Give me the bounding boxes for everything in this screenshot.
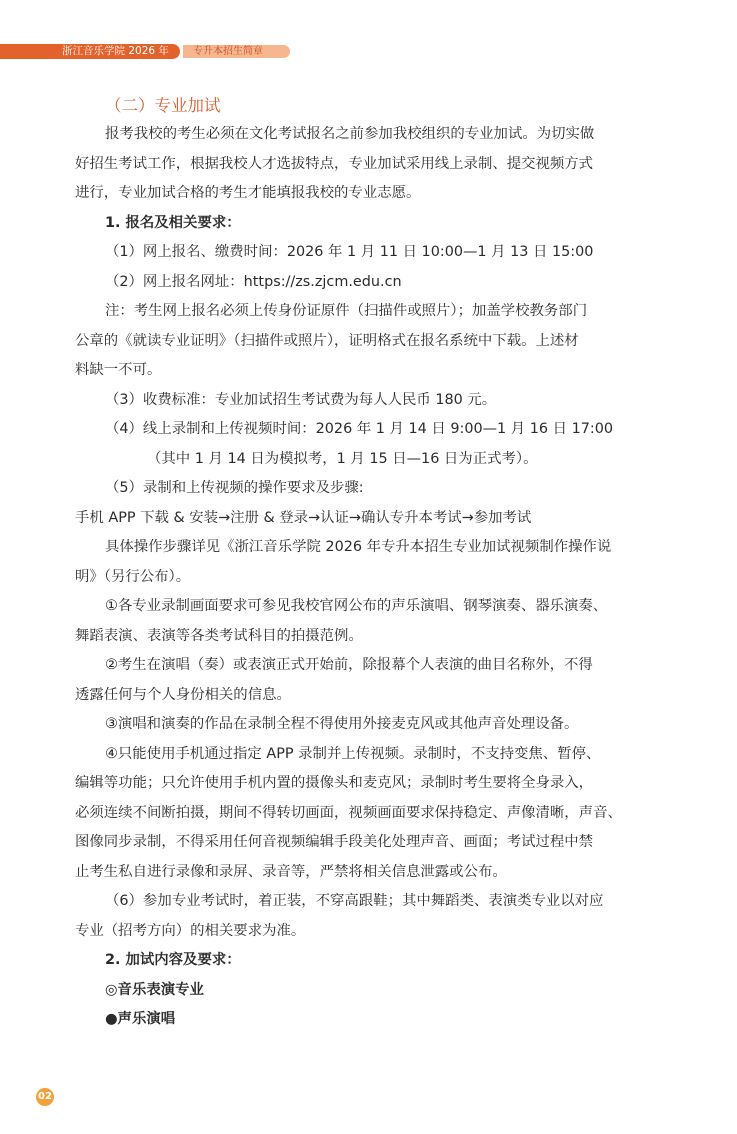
paragraph-line: ①各专业录制画面要求可参见我校官网公布的声乐演唱、钢琴演奏、器乐演奏、 (105, 598, 608, 614)
paragraph-line: 透露任何与个人身份相关的信息。 (75, 686, 291, 703)
paragraph-line: 报考我校的考生必须在文化考试报名之前参加我校组织的专业加试。为切实做 (105, 126, 595, 142)
paragraph-line: 编辑等功能；只允许使用手机内置的摄像头和麦克风；录制时考生要将全身录入， (75, 775, 594, 791)
paragraph-line: 具体操作步骤详见《浙江音乐学院 2026 年专升本招生专业加试视频制作操作说 (105, 539, 612, 555)
paragraph-line: 止考生私自进行录像和录屏、录音等，严禁将相关信息泄露或公布。 (75, 863, 507, 880)
paragraph-line: 手机 APP 下载 & 安装→注册 & 登录→认证→确认专升本考试→参加考试 (75, 509, 532, 526)
paragraph-line: （4）线上录制和上传视频时间：2026 年 1 月 14 日 9:00—1 月 16 日 17:00 (105, 421, 614, 437)
paragraph-line: （2）网上报名网址：https://zs.zjcm.edu.cn (105, 273, 402, 290)
page-number-badge: 02 (36, 1088, 54, 1106)
header-school-label: 浙江音乐学院 2026 年 (0, 44, 180, 59)
section-title: （二）专业加试 (105, 96, 221, 115)
paragraph-line: 图像同步录制，不得采用任何音视频编辑手段美化处理声音、画面；考试过程中禁 (75, 834, 594, 850)
paragraph-line: （3）收费标准：专业加试招生考试费为每人人民币 180 元。 (105, 391, 497, 408)
paragraph-line: 注：考生网上报名必须上传身份证原件（扫描件或照片）；加盖学校教务部门 (105, 303, 588, 319)
paragraph-line: 好招生考试工作，根据我校人才选拔特点，专业加试采用线上录制、提交视频方式 (75, 155, 594, 172)
paragraph-line: ③演唱和演奏的作品在录制全程不得使用外接麦克风或其他声音处理设备。 (105, 716, 579, 732)
header-document-tag: 专升本招生简章 (183, 45, 290, 58)
paragraph-line: 必须连续不间断拍摄，期间不得转切画面，视频画面要求保持稳定、声像清晰，声音、 (75, 804, 622, 821)
paragraph-line: （其中 1 月 14 日为模拟考，1 月 15 日—16 日为正式考）。 (147, 450, 538, 467)
paragraph-line: ②考生在演唱（奏）或表演正式开始前，除报幕个人表演的曲目名称外，不得 (105, 657, 593, 673)
paragraph-line: 专业（招考方向）的相关要求为准。 (75, 922, 306, 939)
subject-heading: ●声乐演唱 (105, 1011, 176, 1027)
paragraph-line: 进行，专业加试合格的考生才能填报我校的专业志愿。 (75, 185, 421, 201)
paragraph-line: （5）录制和上传视频的操作要求及步骤: (105, 480, 364, 496)
major-heading: ◎音乐表演专业 (105, 981, 204, 998)
subsection-heading: 2. 加试内容及要求： (105, 952, 241, 968)
paragraph-line: ④只能使用手机通过指定 APP 录制并上传视频。录制时，不支持变焦、暂停、 (105, 745, 601, 762)
paragraph-line: （6）参加专业考试时，着正装，不穿高跟鞋；其中舞蹈类、表演类专业以对应 (105, 893, 604, 909)
paragraph-line: 明》（另行公布）。 (75, 568, 191, 585)
paragraph-line: 料缺一不可。 (75, 362, 162, 378)
paragraph-line: （1）网上报名、缴费时间：2026 年 1 月 11 日 10:00—1 月 13 日 15:00 (105, 244, 594, 260)
paragraph-line: 舞蹈表演、表演等各类考试科目的拍摄范例。 (75, 627, 363, 644)
subsection-heading: 1. 报名及相关要求： (105, 214, 241, 231)
paragraph-line: 公章的《就读专业证明》（扫描件或照片），证明格式在报名系统中下载。上述材 (75, 332, 579, 349)
document-body (75, 93, 665, 1035)
header-bar (0, 44, 290, 59)
